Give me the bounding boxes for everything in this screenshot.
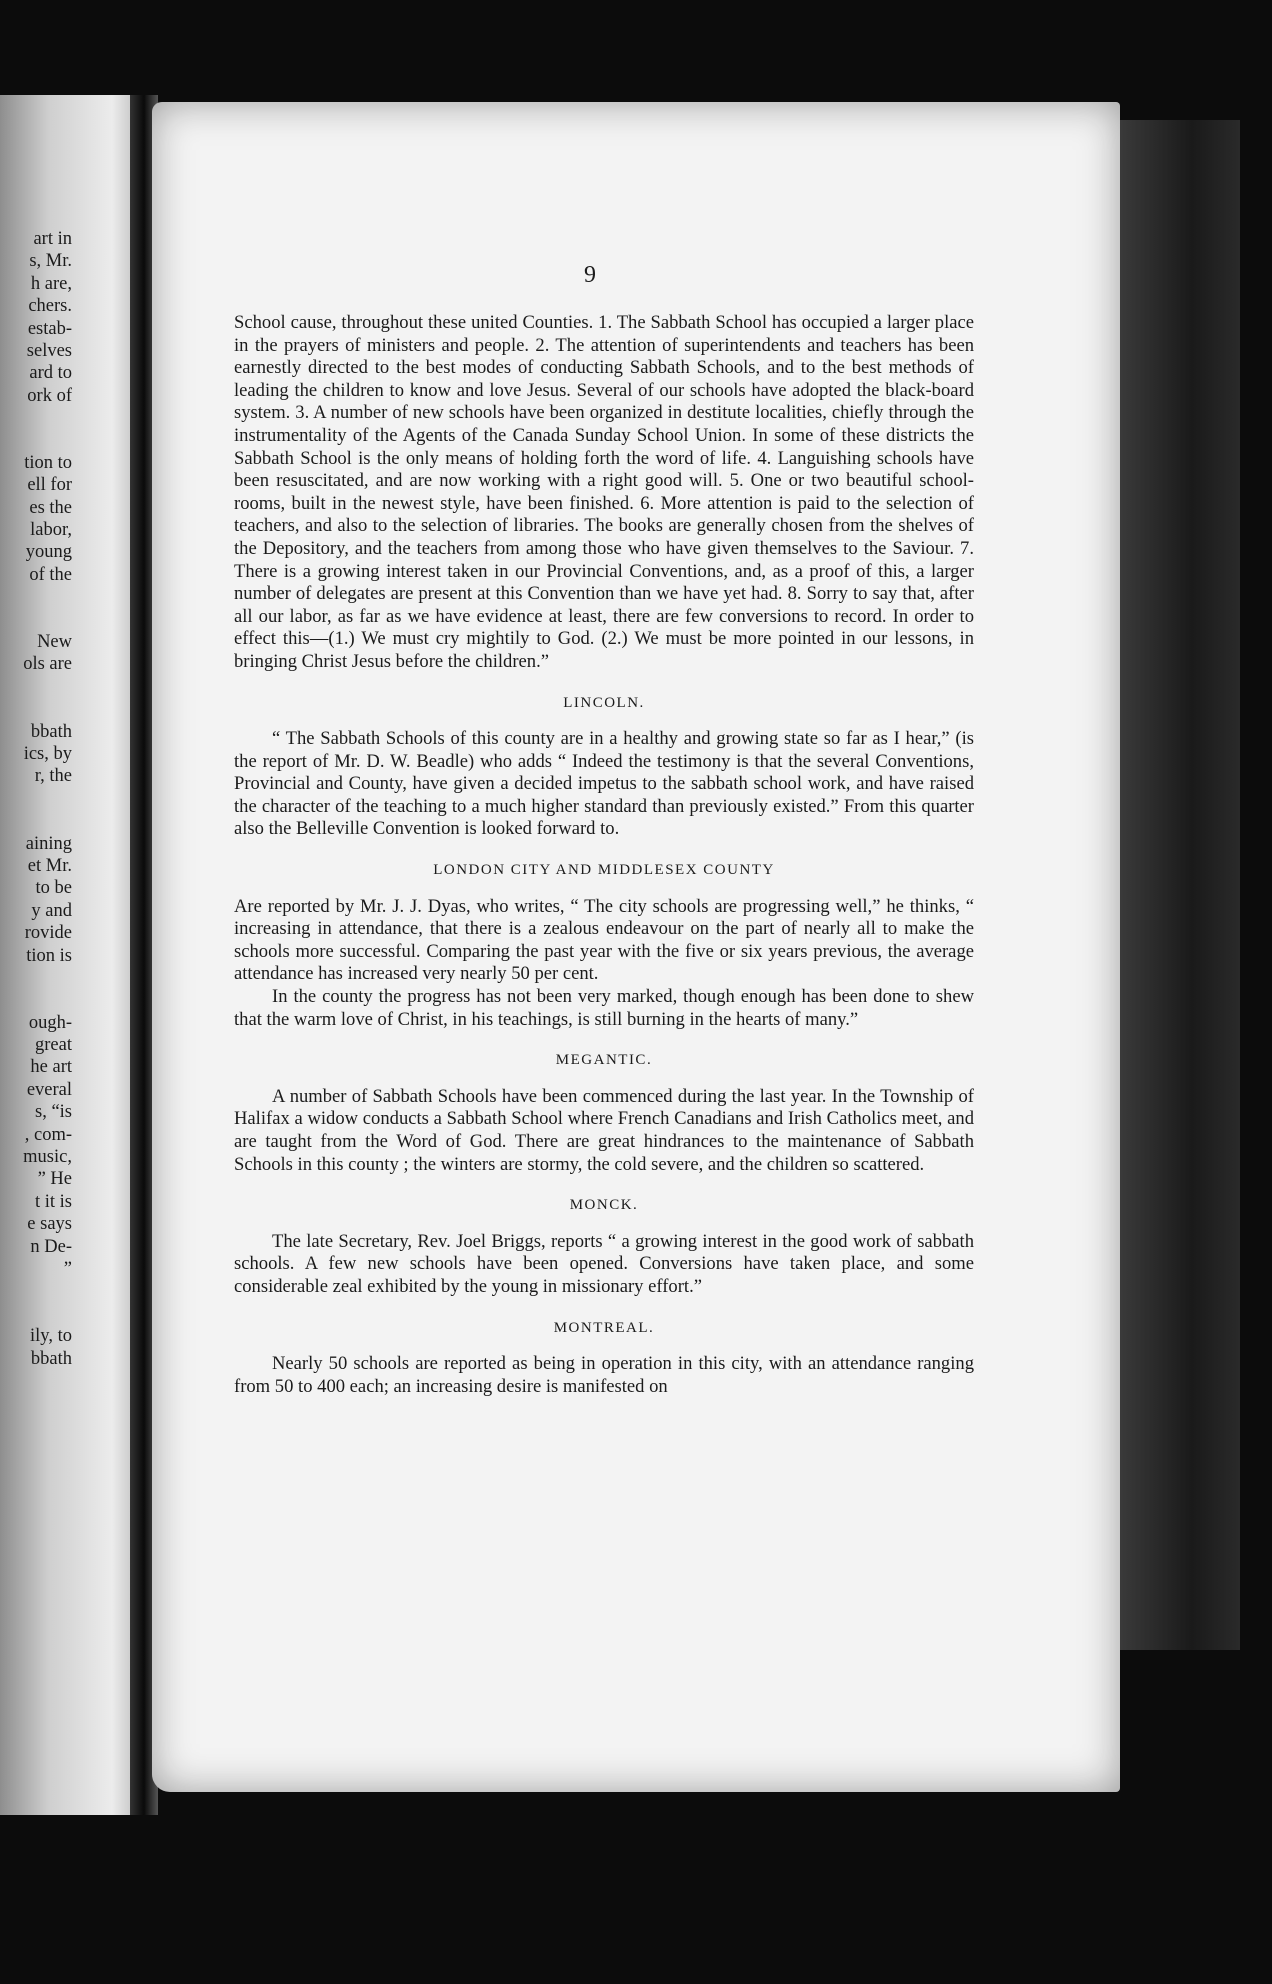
left-page-fragment: everal: [26, 1079, 72, 1100]
left-page-fragment: music,: [23, 1147, 72, 1168]
left-page-fragment: ard to: [29, 363, 72, 384]
left-page-fragment: [0, 676, 72, 698]
section-heading-montreal: MONTREAL.: [553, 1319, 655, 1336]
section-heading-lincoln: LINCOLN.: [563, 694, 645, 711]
left-page-fragment: labor,: [30, 520, 72, 541]
left-page-fragment: s, Mr.: [29, 251, 72, 272]
left-page-fragment: n De-: [30, 1236, 72, 1257]
left-page-fragment: t it is: [34, 1191, 72, 1212]
left-page-fragment: tion to: [24, 452, 72, 473]
left-page-fragment: [0, 407, 72, 429]
page-edge: [1120, 120, 1240, 1650]
london-paragraph-1: Are reported by Mr. J. J. Dyas, who writes, “ The city schools are progressing well,” he thinks, “ increasing in attendance, that there is a zealous endeavour on the part of nearly all to make the schools more successful. Comparing the past year with the five or six years previous, the average attendance has increased very nearly 50 per cent.: [234, 895, 974, 985]
monck-paragraph: The late Secretary, Rev. Joel Briggs, reports “ a growing interest in the good work of sabbath schools. A few new schools have been opened. Conversions have taken place, and some considerable zeal exhibited by the young in missionary effort.”: [234, 1230, 974, 1297]
left-page-fragment: chers.: [28, 296, 72, 317]
left-page-fragment: [0, 430, 72, 452]
left-page-fragment: bbath: [30, 1348, 72, 1369]
left-page-fragment: he art: [30, 1057, 72, 1078]
left-page-fragment: [0, 698, 72, 720]
lincoln-paragraph: “ The Sabbath Schools of this county are in a healthy and growing state so far as I hear,” (is the report of Mr. D. W. Beadle) who adds “ Indeed the testimony is that the several Conventions, Provincial and County, have given a decided impetus to the sabbath school work, and have raised the character of the teaching to a much higher standard than previously existed.” From this quarter also the Belleville Convention is looked forward to.: [234, 728, 974, 840]
left-page-fragment: ell for: [27, 475, 72, 496]
left-page-fragment: aining: [25, 833, 72, 854]
left-page-fragment: [0, 609, 72, 631]
left-page-fragment: [0, 810, 72, 832]
left-page-text-fragments: [0, 228, 72, 1370]
left-page-fragment: bbath: [30, 721, 72, 742]
montreal-paragraph: Nearly 50 schools are reported as being in operation in this city, with an attendance ranging from 50 to 400 each; an increasing desire is manifested on: [234, 1353, 974, 1397]
left-page-fragment: ily, to: [30, 1326, 72, 1347]
left-page-fragment: es the: [29, 497, 72, 518]
left-page-fragment: selves: [26, 340, 72, 361]
left-page-fragment: [0, 967, 72, 989]
left-page-fragment: ols are: [23, 654, 72, 675]
left-page-fragment: ork of: [27, 385, 72, 406]
left-page-fragment: great: [35, 1035, 72, 1056]
section-heading-monck: MONCK.: [569, 1197, 639, 1214]
left-page-fragment: et Mr.: [27, 855, 72, 876]
left-page-fragment: ics, by: [23, 743, 72, 764]
left-page-fragment: r, the: [34, 766, 72, 787]
section-heading-london-middlesex: LONDON CITY AND MIDDLESEX COUNTY: [433, 862, 775, 879]
left-page-fragment: tion is: [26, 945, 72, 966]
left-page-fragment: young: [25, 542, 72, 563]
left-page-fragment: [0, 1303, 72, 1325]
left-page-fragment: ”: [63, 1258, 72, 1279]
left-page-fragment: [0, 1280, 72, 1302]
left-page-fragment: [0, 989, 72, 1011]
london-paragraph-2: In the county the progress has not been very marked, though enough has been done to shew that the warm love of Christ, in his teachings, is still burning in the hearts of many.”: [234, 986, 974, 1030]
left-page-fragment: , com-: [24, 1124, 72, 1145]
left-page-fragment: y and: [31, 900, 72, 921]
left-page-fragment: [0, 586, 72, 608]
left-page-fragment: [0, 788, 72, 810]
intro-paragraph: School cause, throughout these united Counties. 1. The Sabbath School has occupied a larger place in the prayers of ministers and people. 2. The attention of superintendents and teachers has been earnestly directed to the best modes of conducting Sabbath Schools, and to the best methods of leading the children to know and love Jesus. Several of our schools have adopted the black-board system. 3. A number of new schools have been organized in destitute localities, chiefly through the instrumentality of the Agents of the Canada Sunday School Union. In some of these districts the Sabbath School is the only means of holding forth the word of life. 4. Languishing schools have been resuscitated, and are now working with a right good will. 5. One or two beautiful school-rooms, built in the newest style, have been finished. 6. More attention is paid to the selection of teachers, and also to the selection of libraries. The books are generally chosen from the shelves of the Depository, and the teachers from among those who have given themselves to the Saviour. 7. There is a growing interest taken in our Provincial Conventions, and, as a proof of this, a larger number of delegates are present at this Convention than we have yet had. 8. Sorry to say that, after all our labor, as far as we have evidence at least, there are few conversions to record. In order to effect this—(1.) We must cry mightily to God. (2.) We must be more pointed in our lessons, in bringing Christ Jesus before the children.”: [234, 312, 974, 672]
left-page-fragment: h are,: [30, 273, 72, 294]
left-page-fragment: s, “is: [35, 1102, 72, 1123]
megantic-paragraph: A number of Sabbath Schools have been commenced during the last year. In the Township of Halifax a widow conducts a Sabbath School where French Canadians and Irish Catholics meet, and are taught from the Word of God. There are great hindrances to the maintenance of Sabbath Schools in this county ; the winters are stormy, the cold severe, and the children so scattered.: [234, 1085, 974, 1175]
section-heading-megantic: MEGANTIC.: [555, 1052, 653, 1069]
left-page-fragment: e says: [27, 1214, 72, 1235]
left-page-fragment: rovide: [24, 923, 72, 944]
left-page-fragment: art in: [33, 229, 72, 249]
page-number: 9: [584, 262, 596, 288]
left-page-fragment: New: [37, 632, 72, 653]
page-content: [234, 312, 974, 1398]
left-page-fragment: to be: [35, 878, 72, 899]
left-page-fragment: ough-: [28, 1012, 72, 1033]
left-page-fragment: of the: [29, 564, 72, 585]
left-page-fragment: ” He: [37, 1169, 72, 1190]
left-page-fragment: estab-: [27, 318, 72, 339]
